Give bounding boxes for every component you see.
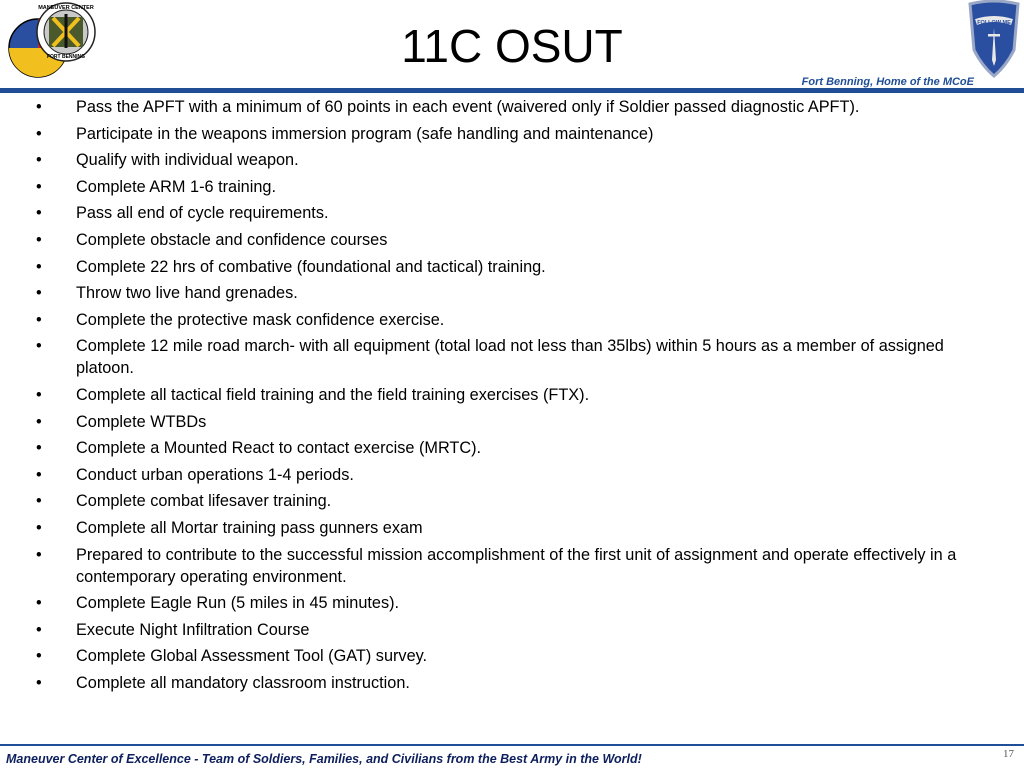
bullet-symbol: •: [36, 124, 42, 143]
right-logo-text: FOLLOW ME: [977, 20, 1011, 26]
bullet-symbol: •: [36, 673, 42, 692]
follow-me-infantry-shield-icon: [966, 0, 1022, 78]
bullet-item: [36, 176, 996, 198]
bullet-symbol: •: [36, 337, 42, 356]
bullet-text: Conduct urban operations 1-4 periods.: [76, 465, 354, 484]
bullet-symbol: •: [36, 465, 42, 484]
bullet-text: Complete WTBDs: [76, 412, 207, 431]
bullet-item: [36, 645, 996, 667]
bullet-symbol: •: [36, 204, 42, 223]
bullet-item: [36, 490, 996, 512]
bullet-text: Complete all tactical field training and the field training exercises (FTX).: [76, 385, 590, 404]
page-number: 17: [1003, 748, 1014, 760]
bullet-text: Complete the protective mask confidence exercise.: [76, 310, 445, 329]
bullet-text: Complete combat lifesaver training.: [76, 492, 332, 511]
bullet-symbol: •: [36, 310, 42, 329]
footer-divider: [0, 744, 1024, 746]
bullet-item: [36, 282, 996, 304]
bullet-item: [36, 384, 996, 406]
bullet-symbol: •: [36, 412, 42, 431]
bullet-item: [36, 411, 996, 433]
bullet-symbol: •: [36, 439, 42, 458]
bullet-item: [36, 592, 996, 614]
bullet-symbol: •: [36, 230, 42, 249]
bullet-item: [36, 335, 996, 379]
bullet-text: Participate in the weapons immersion program (safe handling and maintenance): [76, 124, 654, 143]
bullet-text: Execute Night Infiltration Course: [76, 620, 310, 639]
bullet-symbol: •: [36, 620, 42, 639]
bullet-text: Throw two live hand grenades.: [76, 284, 298, 303]
bullet-symbol: •: [36, 177, 42, 196]
bullet-item: [36, 464, 996, 486]
bullet-item: [36, 619, 996, 641]
footer-text: Maneuver Center of Excellence - Team of Soldiers, Families, and Civilians from the Best Army in the World!: [6, 752, 642, 766]
slide-title: 11C OSUT: [401, 20, 623, 72]
bullet-symbol: •: [36, 545, 42, 564]
bullet-symbol: •: [36, 151, 42, 170]
bullet-symbol: •: [36, 385, 42, 404]
bullet-text: Pass the APFT with a minimum of 60 points in each event (waivered only if Soldier passed diagnostic APFT).: [76, 98, 860, 116]
bullet-item: [36, 517, 996, 539]
bullet-text: Qualify with individual weapon.: [76, 151, 299, 170]
bullet-symbol: •: [36, 594, 42, 613]
bullet-text: Complete Eagle Run (5 miles in 45 minutes).: [76, 594, 400, 613]
bullet-item: [36, 149, 996, 171]
bullet-symbol: •: [36, 284, 42, 303]
bullet-item: [36, 229, 996, 251]
header-divider: [0, 88, 1024, 93]
bullet-text: Complete a Mounted React to contact exercise (MRTC).: [76, 439, 482, 458]
bullet-list: [36, 96, 996, 698]
bullet-text: Complete obstacle and confidence courses: [76, 230, 388, 249]
bullet-text: Complete 22 hrs of combative (foundational and tactical) training.: [76, 257, 546, 276]
bullet-item: [36, 123, 996, 145]
bullet-symbol: •: [36, 492, 42, 511]
bullet-item: [36, 256, 996, 278]
bullet-symbol: •: [36, 518, 42, 537]
bullet-symbol: •: [36, 98, 42, 116]
bullet-text: Complete Global Assessment Tool (GAT) survey.: [76, 647, 428, 666]
bullet-item: [36, 96, 996, 118]
bullet-item: [36, 437, 996, 459]
bullet-text: Complete 12 mile road march- with all equipment (total load not less than 35lbs) within 5 hours as a member of assigned platoon.: [76, 337, 944, 378]
bullet-text: Prepared to contribute to the successful mission accomplishment of the first unit of assignment and operate effectively in a contemporary operating environment.: [76, 545, 957, 586]
bullet-text: Complete ARM 1-6 training.: [76, 177, 276, 196]
bullet-item: [36, 544, 996, 588]
bullet-text: Pass all end of cycle requirements.: [76, 204, 329, 223]
bullet-symbol: •: [36, 647, 42, 666]
bullet-item: [36, 309, 996, 331]
bullet-symbol: •: [36, 257, 42, 276]
left-logo-top-text: MANEUVER CENTER: [38, 5, 94, 11]
bullet-item: [36, 672, 996, 694]
bullet-text: Complete all Mortar training pass gunners exam: [76, 518, 423, 537]
bullet-item: [36, 202, 996, 224]
bullet-text: Complete all mandatory classroom instruction.: [76, 673, 410, 692]
header-motto: Fort Benning, Home of the MCoE: [798, 76, 978, 88]
left-logo-bottom-text: FORT BENNING: [46, 54, 86, 60]
